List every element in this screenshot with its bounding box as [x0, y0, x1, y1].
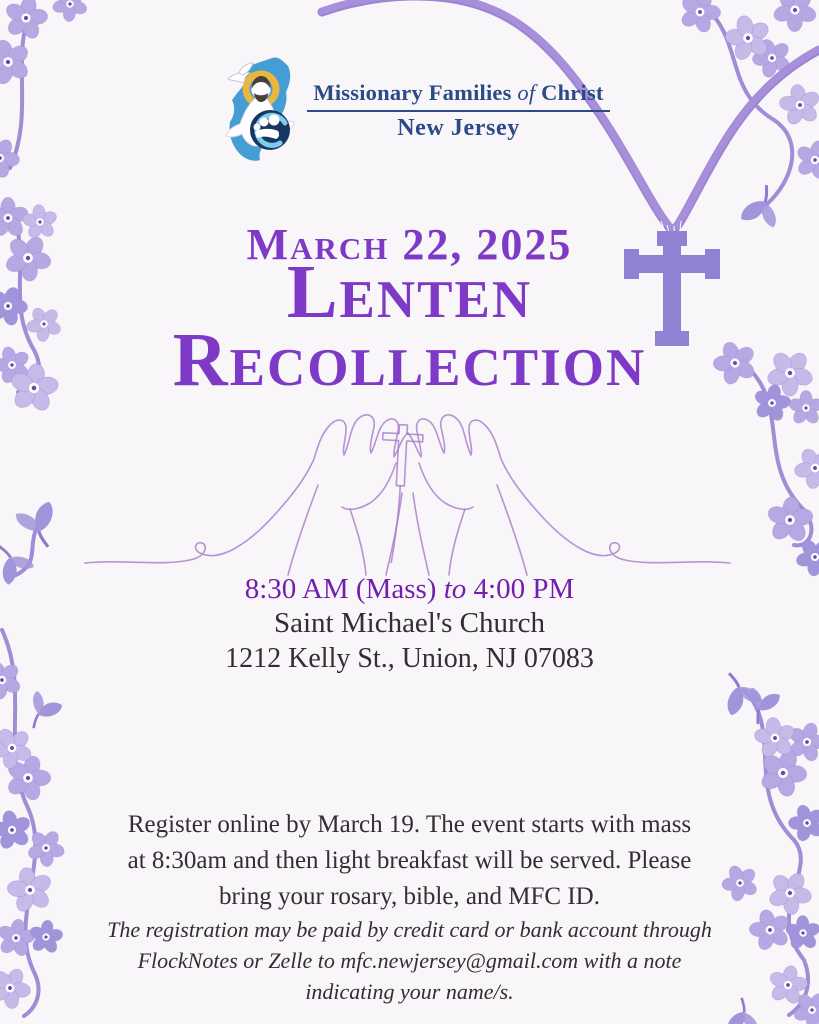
- payment-note: The registration may be paid by credit card or bank account through FlockNotes or Zelle to mfc.newjersey@gmail.com with a note indicating your name/s.: [107, 917, 712, 1005]
- venue-name: Saint Michael's Church: [273, 607, 545, 639]
- family-circle-icon: [250, 110, 290, 150]
- org-logo-text: [307, 80, 609, 142]
- venue-address: 1212 Kelly St., Union, NJ 07083: [225, 643, 594, 674]
- event-time-to: to: [443, 573, 467, 605]
- title-line-1: Lenten: [286, 250, 533, 334]
- registration-info: Register online by March 19. The event starts with mass at 8:30am and then light breakfast will be served. Please bring your rosary, bible, and MFC ID.: [127, 811, 692, 910]
- org-name: Missionary Families of Christ: [307, 80, 609, 112]
- nj-state-logo-icon: [209, 56, 321, 166]
- title-line-2: Recollection: [172, 318, 647, 403]
- org-logo: [0, 56, 819, 166]
- org-region: New Jersey: [397, 115, 520, 141]
- event-date: March 22, 2025: [246, 220, 573, 269]
- event-title: [0, 250, 819, 403]
- event-time: 8:30 AM (Mass) to 4:00 PM: [244, 573, 575, 605]
- org-name-of: of: [517, 80, 536, 105]
- praying-hands-icon: [110, 393, 710, 575]
